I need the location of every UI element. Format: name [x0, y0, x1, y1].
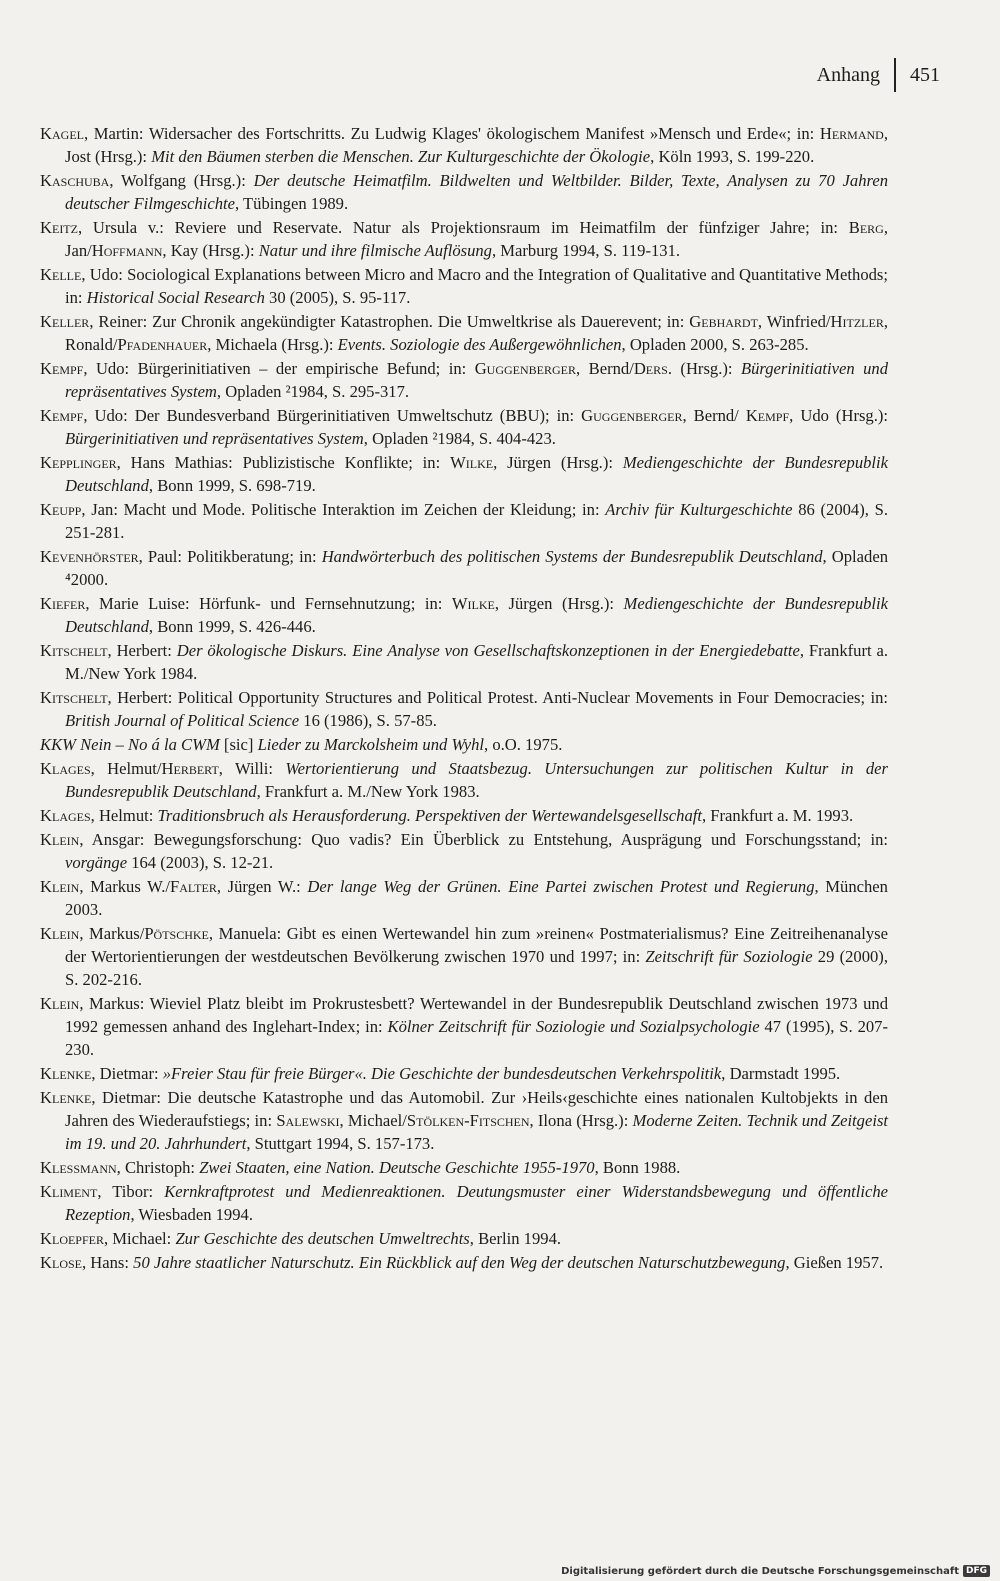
bibliography-entry: [40, 545, 888, 591]
entry-text: , Jürgen (Hrsg.):: [493, 453, 623, 472]
entry-text: , Willi:: [218, 759, 286, 778]
entry-text: , Winfried/: [757, 312, 831, 331]
entry-text: , Wolfgang (Hrsg.):: [109, 171, 254, 190]
entry-text: , Jürgen W.:: [216, 877, 308, 896]
bibliography-entry: [40, 757, 888, 803]
entry-text: , Bonn 1999, S. 698-719.: [148, 476, 316, 495]
bibliography-entry: [40, 1086, 888, 1155]
bibliography-entry: [40, 1227, 888, 1250]
footer-credit-text: Digitalisierung gefördert durch die Deutsche Forschungsgemeinschaft: [561, 1565, 959, 1577]
work-title: Historical Social Research: [86, 288, 265, 307]
page-number: 451: [910, 63, 940, 86]
work-title: Kernkraftprotest und Medienreaktionen. Deutungsmuster einer Widerstandsbewegung und öffentliche Rezeption: [65, 1182, 888, 1224]
entry-text: 30 (2005), S. 95-117.: [264, 288, 411, 307]
entry-text: 47 (1995), S. 207-230.: [65, 1017, 888, 1059]
entry-text: , Bernd/: [576, 359, 634, 378]
bibliography-entry: [40, 498, 888, 544]
footer-credit: [561, 1565, 990, 1577]
entry-text: 86 (2004), S. 251-281.: [65, 500, 888, 542]
author-name: Wilke: [451, 594, 495, 613]
entry-text: , Udo: Der Bundesverband Bürgerinitiativen Umweltschutz (BBU); in:: [83, 406, 582, 425]
bibliography-entry: [40, 169, 888, 215]
author-name: Kitschelt: [40, 641, 108, 660]
entry-text: , Udo: Bürgerinitiativen – der empirische Befund; in:: [83, 359, 475, 378]
work-title: Mit den Bäumen sterben die Menschen. Zur Kulturgeschichte der Ökologie: [151, 147, 651, 166]
bibliography-entry: [40, 1180, 888, 1226]
bibliography-entry: [40, 263, 888, 309]
author-name: Keller: [40, 312, 90, 331]
author-name: Klenke: [40, 1088, 92, 1107]
work-title: KKW Nein – No á la CWM: [40, 735, 220, 754]
work-title: Zeitschrift für Soziologie: [645, 947, 813, 966]
entry-text: , Darmstadt 1995.: [721, 1064, 841, 1083]
work-title: Events. Soziologie des Außergewöhnlichen: [337, 335, 622, 354]
work-title: Traditionsbruch als Herausforderung. Perspektiven der Wertewandelsgesellschaft: [157, 806, 702, 825]
author-name: Klenke: [40, 1064, 92, 1083]
running-header: [817, 58, 940, 92]
author-name: Keupp: [40, 500, 82, 519]
entry-text: , Gießen 1957.: [785, 1253, 884, 1272]
entry-text: , Dietmar: Die deutsche Katastrophe und das Automobil. Zur ›Heils‹geschichte eines nationalen Kultobjekts in den Jahren des Wiederaufstiegs; in:: [65, 1088, 888, 1130]
work-title: 50 Jahre staatlicher Naturschutz. Ein Rückblick auf den Weg der deutschen Naturschutzbewegung: [133, 1253, 786, 1272]
entry-text: , Ursula v.: Reviere und Reservate. Natur als Projektionsraum im Heimatfilm der fünfziger Jahre; in:: [77, 218, 849, 237]
bibliography-entry: [40, 122, 888, 168]
entry-text: , Michael/: [339, 1111, 407, 1130]
work-title: Zwei Staaten, eine Nation. Deutsche Geschichte 1955-1970: [199, 1158, 595, 1177]
entry-text: , Hans:: [81, 1253, 134, 1272]
bibliography-entry: [40, 216, 888, 262]
entry-text: , Bonn 1999, S. 426-446.: [148, 617, 316, 636]
entry-text: , Tibor:: [97, 1182, 165, 1201]
work-title: Natur und ihre filmische Auflösung: [258, 241, 492, 260]
author-name: Kiefer: [40, 594, 86, 613]
author-name: Kloepfer: [40, 1229, 104, 1248]
entry-text: [sic]: [219, 735, 258, 754]
work-title: Lieder zu Marckolsheim und Wyhl: [257, 735, 485, 754]
entry-text: 29 (2000), S. 202-216.: [65, 947, 888, 989]
work-title: »Freier Stau für freie Bürger«. Die Geschichte der bundesdeutschen Verkehrspolitik: [162, 1064, 722, 1083]
entry-text: , Michael:: [104, 1229, 176, 1248]
bibliography-entry: [40, 1062, 888, 1085]
author-name: Kitschelt: [40, 688, 108, 707]
author-name: Ders: [633, 359, 668, 378]
bibliography-entry: [40, 828, 888, 874]
entry-text: , Helmut/: [90, 759, 162, 778]
work-title: Bürgerinitiativen und repräsentatives System: [65, 359, 888, 401]
author-name: Kliment: [40, 1182, 98, 1201]
dfg-logo: DFG: [963, 1565, 990, 1577]
entry-text: , Markus: Wieviel Platz bleibt im Prokrustesbett? Wertewandel in der Bundesrepublik Deutschland zwischen 1973 und 1992 gemessen anhand des Inglehart-Index; in:: [65, 994, 888, 1036]
author-name: Guggenberger: [474, 359, 577, 378]
author-name: Klein: [40, 924, 80, 943]
entry-text: , Frankfurt a. M./New York 1984.: [65, 641, 888, 683]
bibliography-entry: [40, 733, 888, 756]
author-name: Pfadenhauer: [117, 335, 208, 354]
entry-text: , Wiesbaden 1994.: [130, 1205, 253, 1224]
work-title: Bürgerinitiativen und repräsentatives System: [65, 429, 364, 448]
bibliography-entry: [40, 686, 888, 732]
entry-text: , Stuttgart 1994, S. 157-173.: [246, 1134, 435, 1153]
entry-text: , Reiner: Zur Chronik angekündigter Katastrophen. Die Umweltkrise als Dauerevent; in:: [89, 312, 690, 331]
author-name: Kaschuba: [40, 171, 110, 190]
entry-text: , Jost (Hrsg.):: [65, 124, 888, 166]
entry-text: , Frankfurt a. M./New York 1983.: [256, 782, 480, 801]
header-divider: [894, 58, 896, 92]
author-name: Klose: [40, 1253, 82, 1272]
work-title: Wertorientierung und Staatsbezug. Untersuchungen zur politischen Kultur in der Bundesrepublik Deutschland: [65, 759, 888, 801]
entry-text: , Manuela: Gibt es einen Wertewandel hin zum »reinen« Postmaterialismus? Eine Zeitreihenanalyse der Wertorientierungen der westdeutschen Bevölkerung zwischen 1970 und 1997; in:: [65, 924, 888, 966]
entry-text: , Dietmar:: [91, 1064, 163, 1083]
entry-text: , Michaela (Hrsg.):: [207, 335, 338, 354]
entry-text: , Opladen ²1984, S. 404-423.: [363, 429, 556, 448]
entry-text: 164 (2003), S. 12-21.: [127, 853, 274, 872]
bibliography-entry: [40, 804, 888, 827]
author-name: Hoffmann: [91, 241, 163, 260]
bibliography-entry: [40, 451, 888, 497]
author-name: Guggenberger: [581, 406, 683, 425]
entry-text: , Jan/: [65, 218, 888, 260]
author-name: Kepplinger: [40, 453, 117, 472]
entry-text: , Bernd/: [682, 406, 746, 425]
author-name: Klages: [40, 759, 91, 778]
author-name: Wilke: [450, 453, 494, 472]
entry-text: , Ronald/: [65, 312, 889, 354]
author-name: Keitz: [40, 218, 78, 237]
work-title: Der deutsche Heimatfilm. Bildwelten und Weltbilder. Bilder, Texte, Analysen zu 70 Jahren deutscher Filmgeschichte: [65, 171, 888, 213]
author-name: Salewski: [276, 1111, 340, 1130]
entry-text: , Köln 1993, S. 199-220.: [650, 147, 815, 166]
work-title: Mediengeschichte der Bundesrepublik Deutschland: [65, 453, 888, 495]
entry-text: , Hans Mathias: Publizistische Konflikte; in:: [116, 453, 451, 472]
author-name: Hitzler: [830, 312, 884, 331]
entry-text: , Opladen 2000, S. 263-285.: [621, 335, 809, 354]
author-name: Kempf: [40, 359, 84, 378]
bibliography-entry: [40, 992, 888, 1061]
entry-text: , Helmut:: [90, 806, 158, 825]
work-title: Der ökologische Diskurs. Eine Analyse von Gesellschaftskonzeptionen in der Energiedebatte: [176, 641, 800, 660]
work-title: Zur Geschichte des deutschen Umweltrechts: [175, 1229, 470, 1248]
bibliography-entry: [40, 404, 888, 450]
entry-text: , Bonn 1988.: [594, 1158, 681, 1177]
entry-text: , Paul: Politikberatung; in:: [138, 547, 322, 566]
entry-text: 16 (1986), S. 57-85.: [299, 711, 437, 730]
bibliography-entry: [40, 1251, 888, 1274]
bibliography-entry: [40, 310, 888, 356]
work-title: British Journal of Political Science: [65, 711, 300, 730]
entry-text: , Berlin 1994.: [469, 1229, 562, 1248]
entry-text: , Markus/: [79, 924, 145, 943]
entry-text: , Jan: Macht und Mode. Politische Interaktion im Zeichen der Kleidung; in:: [81, 500, 606, 519]
author-name: Klein: [40, 830, 80, 849]
author-name: Kempf: [40, 406, 84, 425]
entry-text: , Kay (Hrsg.):: [162, 241, 259, 260]
author-name: Falter: [170, 877, 217, 896]
author-name: Kelle: [40, 265, 82, 284]
entry-text: , Udo (Hrsg.):: [789, 406, 889, 425]
section-title: Anhang: [816, 63, 880, 86]
bibliography-entry: [40, 592, 888, 638]
work-title: Handwörterbuch des politischen Systems der Bundesrepublik Deutschland: [321, 547, 823, 566]
entry-text: , o.O. 1975.: [484, 735, 563, 754]
entry-text: , Ansgar: Bewegungsforschung: Quo vadis? Ein Überblick zu Entstehung, Ausprägung und Forschungsstand; in:: [79, 830, 888, 849]
bibliography-entry: [40, 875, 888, 921]
bibliography-entry: [40, 1156, 888, 1179]
entry-text: , Opladen ²1984, S. 295-317.: [216, 382, 410, 401]
author-name: Herbert: [161, 759, 219, 778]
entry-text: , Christoph:: [116, 1158, 200, 1177]
bibliography-entry: [40, 639, 888, 685]
author-name: Stölken-Fitschen: [406, 1111, 530, 1130]
entry-text: , Markus W./: [79, 877, 171, 896]
entry-text: , Marie Luise: Hörfunk- und Fernsehnutzung; in:: [85, 594, 452, 613]
author-name: Gebhardt: [689, 312, 758, 331]
author-name: Kagel: [40, 124, 84, 143]
entry-text: , Martin: Widersacher des Fortschritts. Zu Ludwig Klages' ökologischem Manifest »Mensch und Erde«; in:: [83, 124, 820, 143]
author-name: Berg: [848, 218, 884, 237]
entry-text: . (Hrsg.):: [667, 359, 741, 378]
bibliography-list: [40, 122, 888, 1275]
bibliography-entry: [40, 922, 888, 991]
bibliography-entry: [40, 357, 888, 403]
entry-text: , Frankfurt a. M. 1993.: [701, 806, 854, 825]
entry-text: , Herbert:: [107, 641, 177, 660]
author-name: Pötschke: [144, 924, 209, 943]
author-name: Klages: [40, 806, 91, 825]
work-title: Archiv für Kulturgeschichte: [605, 500, 793, 519]
work-title: vorgänge: [65, 853, 128, 872]
author-name: Hermand: [819, 124, 884, 143]
entry-text: , Ilona (Hrsg.):: [529, 1111, 633, 1130]
work-title: Kölner Zeitschrift für Soziologie und Sozialpsychologie: [387, 1017, 760, 1036]
entry-text: , Opladen ⁴2000.: [65, 547, 888, 589]
author-name: Klein: [40, 994, 80, 1013]
work-title: Der lange Weg der Grünen. Eine Partei zwischen Protest und Regierung: [307, 877, 815, 896]
entry-text: , Udo: Sociological Explanations between Micro and Macro and the Integration of Qualitative and Quantitative Methods; in:: [65, 265, 888, 307]
entry-text: , Herbert: Political Opportunity Structures and Political Protest. Anti-Nuclear Movements in Four Democracies; in:: [107, 688, 888, 707]
entry-text: , Jürgen (Hrsg.):: [494, 594, 624, 613]
entry-text: , München 2003.: [65, 877, 888, 919]
author-name: Kevenhörster: [40, 547, 139, 566]
work-title: Mediengeschichte der Bundesrepublik Deutschland: [65, 594, 888, 636]
work-title: Moderne Zeiten. Technik und Zeitgeist im 19. und 20. Jahrhundert: [65, 1111, 889, 1153]
entry-text: , Marburg 1994, S. 119-131.: [491, 241, 681, 260]
author-name: Klein: [40, 877, 80, 896]
entry-text: , Tübingen 1989.: [235, 194, 349, 213]
author-name: Kempf: [745, 406, 790, 425]
author-name: Klessmann: [40, 1158, 117, 1177]
